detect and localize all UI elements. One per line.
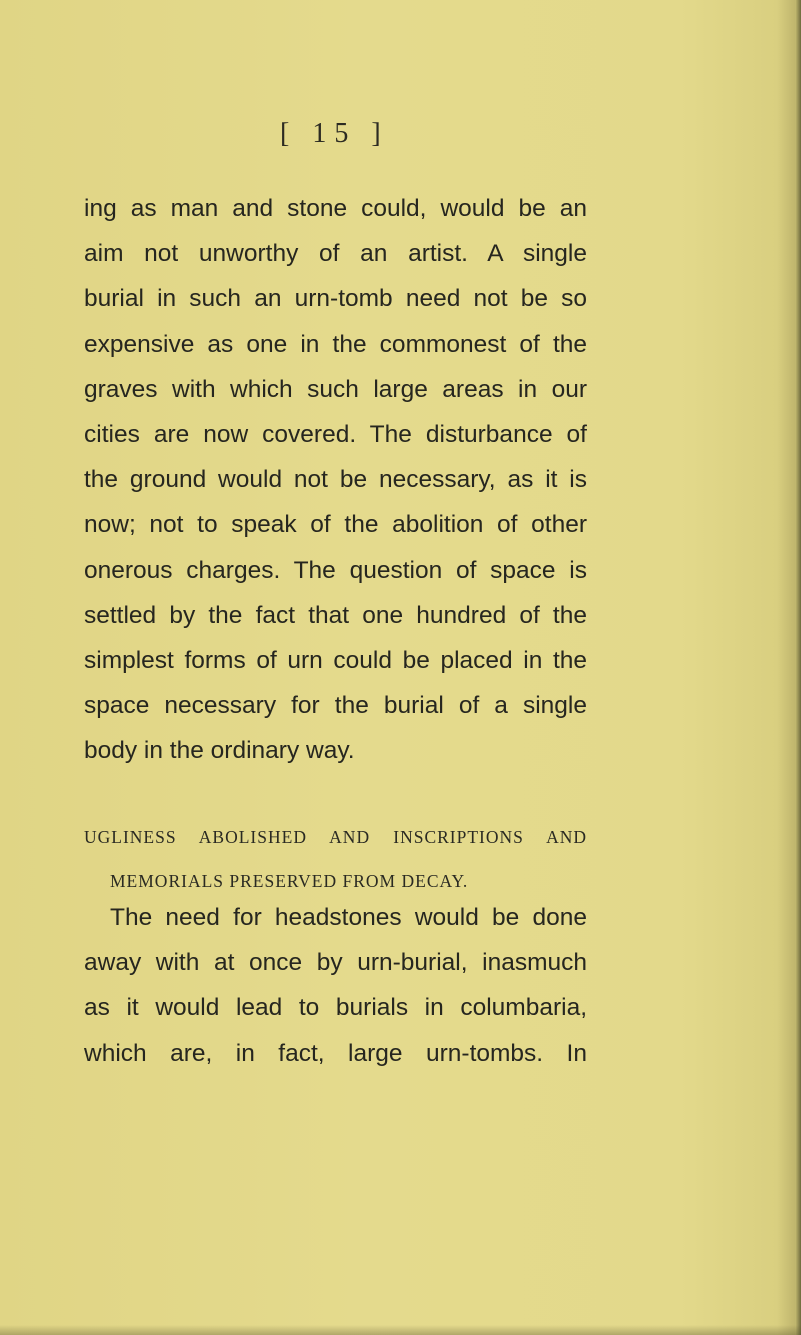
page-number: [ 15 ] xyxy=(280,118,389,149)
text-line: space necessary for the burial of a single xyxy=(84,692,587,720)
text-line: the ground would not be necessary, as it is xyxy=(84,466,587,494)
section-heading xyxy=(84,815,587,903)
text-line: onerous charges. The question of space is xyxy=(84,556,587,584)
heading-line: MEMORIALS PRESERVED FROM DECAY. xyxy=(110,871,469,891)
text-line: which are, in fact, large urn-tombs. In xyxy=(84,1039,587,1067)
text-line: as it would lead to burials in columbaria, xyxy=(84,994,587,1022)
text-line: now; not to speak of the abolition of other xyxy=(84,511,587,539)
body-paragraph-2 xyxy=(84,895,587,1076)
text-line: aim not unworthy of an artist. A single xyxy=(84,240,587,268)
text-line: ing as man and stone could, would be an xyxy=(84,195,587,222)
text-line: graves with which such large areas in our xyxy=(84,375,587,403)
page-edge xyxy=(795,0,801,1335)
text-line: The need for headstones would be done xyxy=(110,904,587,931)
body-paragraph-1 xyxy=(84,186,587,773)
text-line: body in the ordinary way. xyxy=(84,737,355,765)
text-line: settled by the fact that one hundred of the xyxy=(84,601,587,629)
heading-line: UGLINESS ABOLISHED AND INSCRIPTIONS AND xyxy=(84,827,587,847)
text-line: simplest forms of urn could be placed in the xyxy=(84,646,587,674)
text-line: burial in such an urn-tomb need not be so xyxy=(84,285,587,313)
text-line: away with at once by urn-burial, inasmuch xyxy=(84,949,587,977)
text-line: expensive as one in the commonest of the xyxy=(84,330,587,358)
text-line: cities are now covered. The disturbance of xyxy=(84,420,587,448)
page-bottom-shadow xyxy=(0,1325,801,1335)
